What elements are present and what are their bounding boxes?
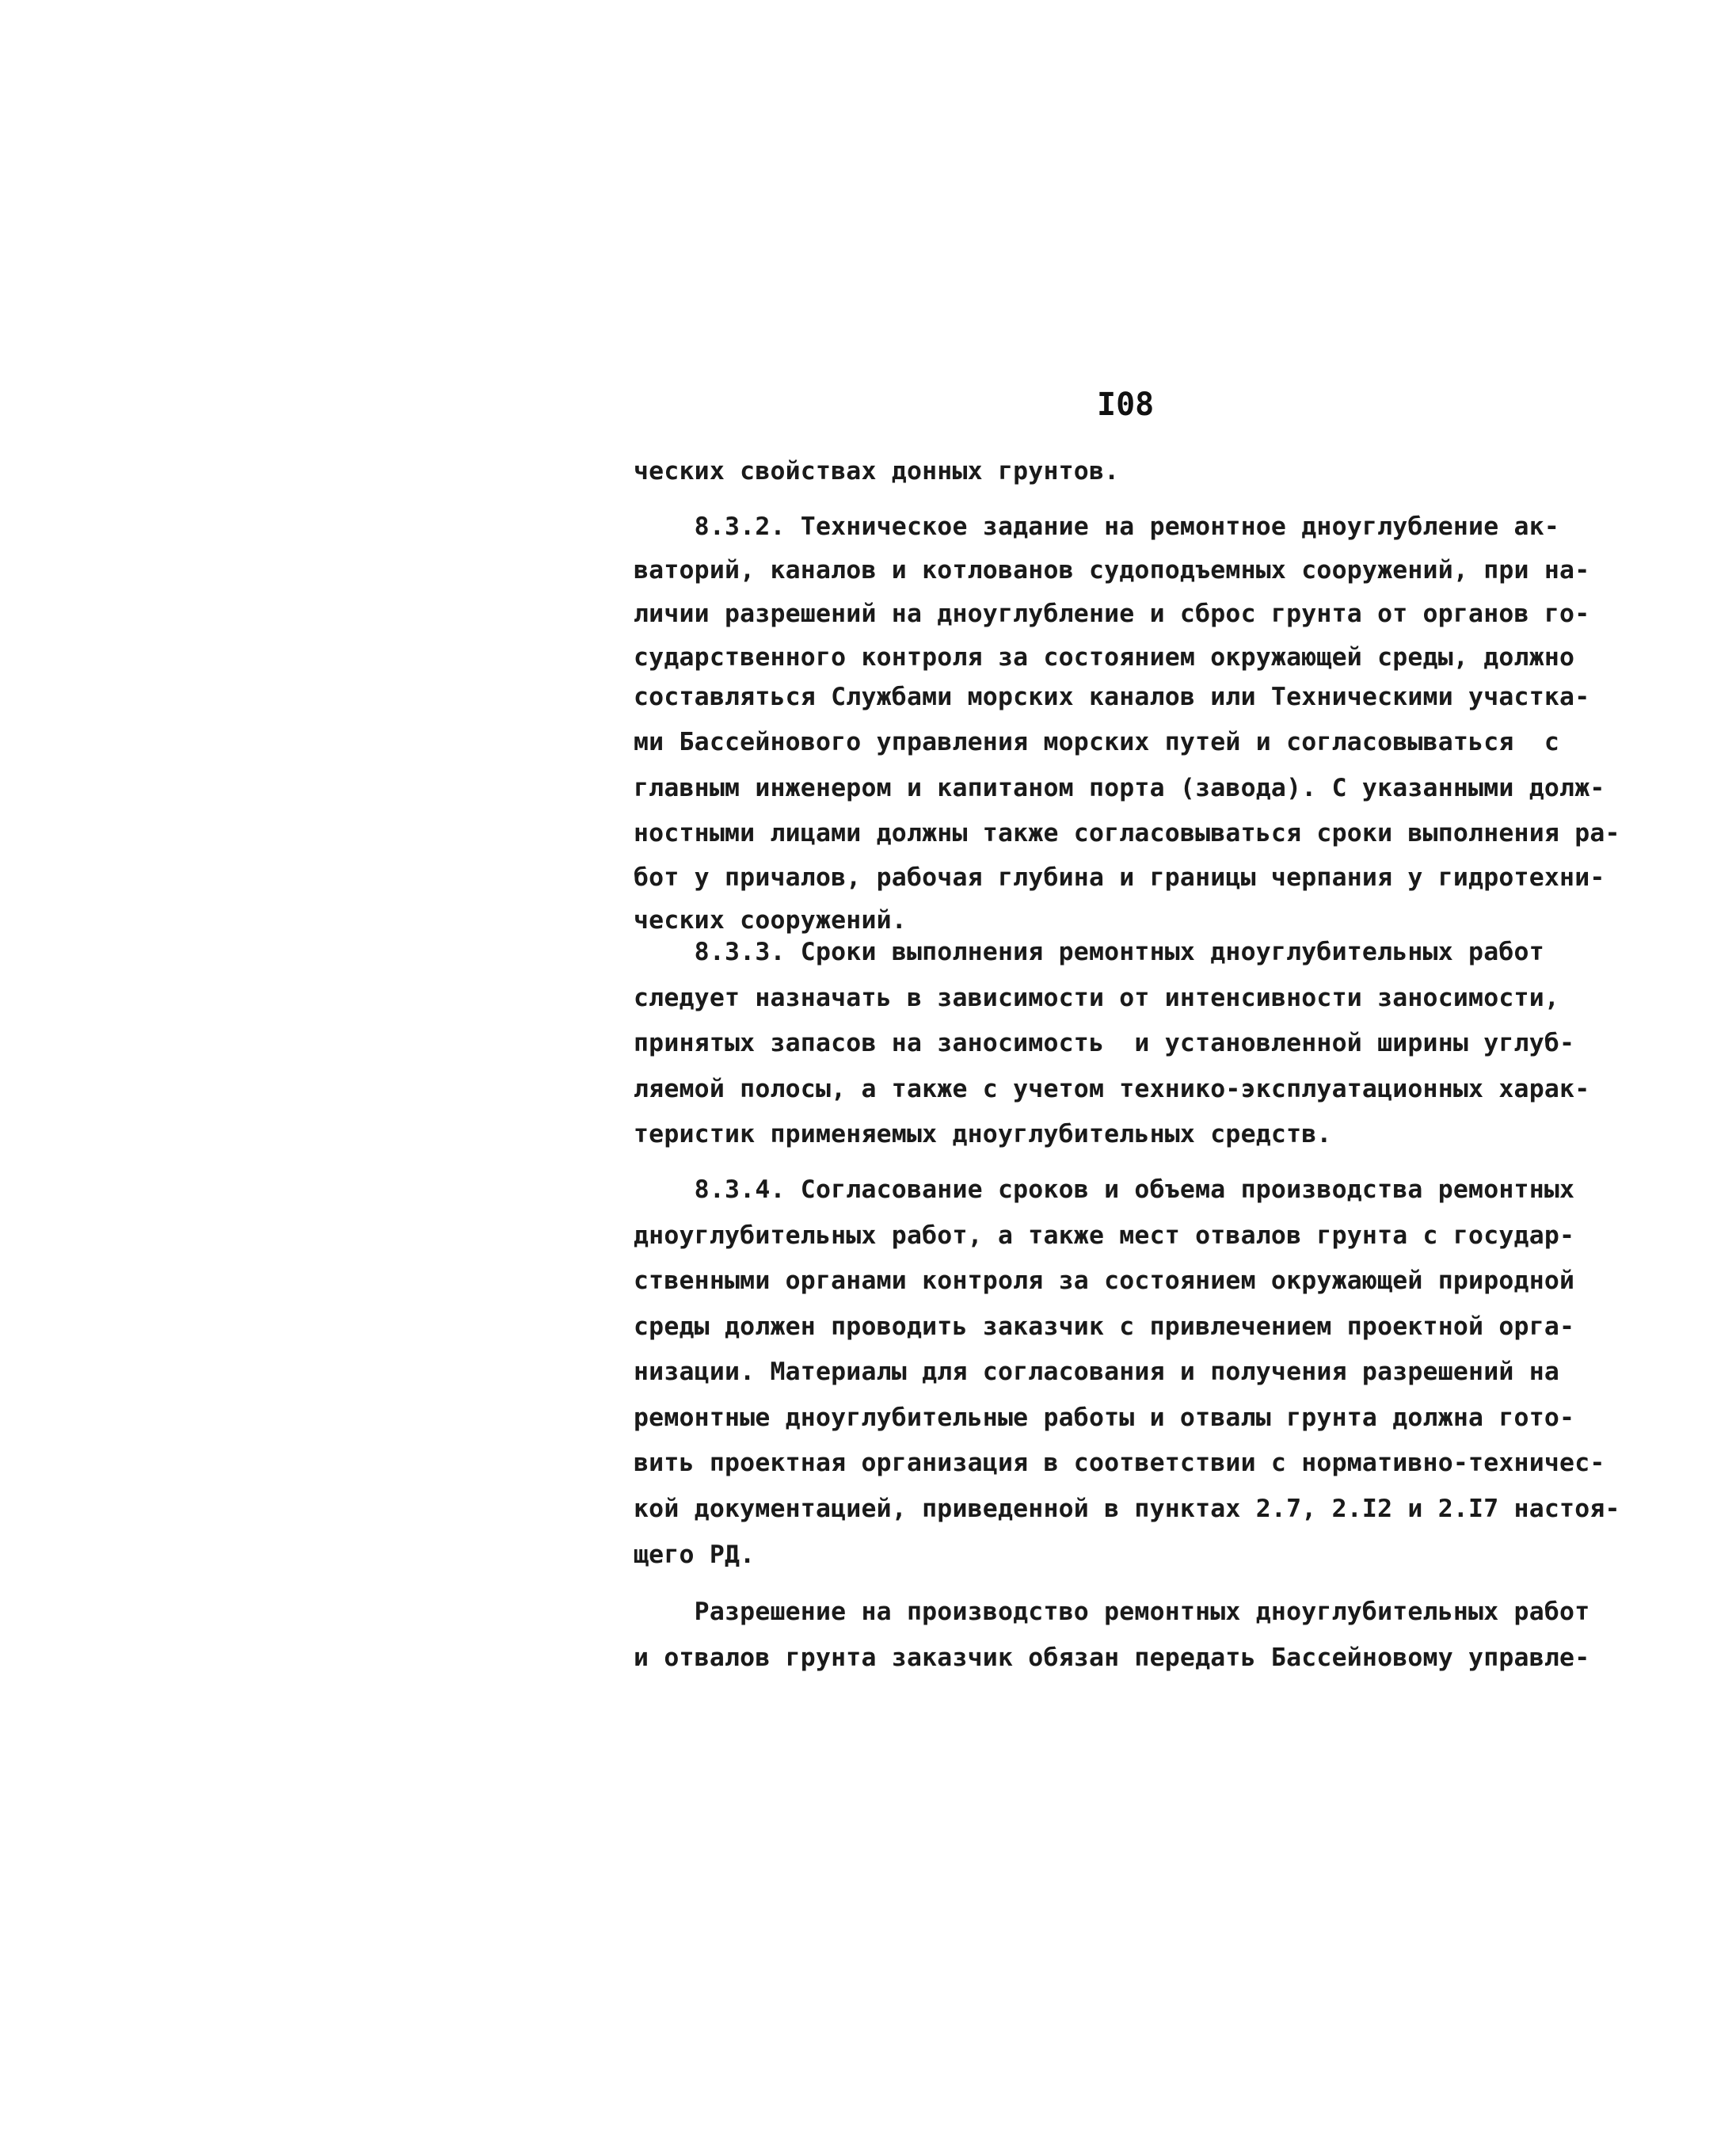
body-line: кой документацией, приведенной в пунктах 2.7, 2.I2 и 2.I7 настоя-: [634, 1495, 1620, 1523]
body-line: ческих сооружений.: [634, 906, 907, 935]
body-line: бот у причалов, рабочая глубина и границы черпания у гидротехни-: [634, 863, 1605, 892]
body-line: 8.3.3. Сроки выполнения ремонтных дноуглубительных работ: [634, 938, 1544, 966]
body-line: и отвалов грунта заказчик обязан передать Бассейновому управле-: [634, 1644, 1590, 1672]
body-line: составляться Службами морских каналов или Техническими участка-: [634, 683, 1590, 711]
body-line: вить проектная организация в соответствии с нормативно-техничес-: [634, 1449, 1605, 1477]
body-line: сударственного контроля за состоянием окружающей среды, должно: [634, 643, 1575, 672]
body-line: 8.3.2. Техническое задание на ремонтное дноуглубление ак-: [634, 512, 1560, 541]
body-line: теристик применяемых дноуглубительных средств.: [634, 1120, 1332, 1148]
body-line: личии разрешений на дноуглубление и сброс грунта от органов го-: [634, 600, 1590, 628]
body-line: главным инженером и капитаном порта (завода). С указанными долж-: [634, 774, 1605, 802]
body-line: следует назначать в зависимости от интенсивности заносимости,: [634, 984, 1560, 1012]
body-line: низации. Материалы для согласования и получения разрешений на: [634, 1358, 1560, 1386]
body-line: ваторий, каналов и котлованов судоподъемных сооружений, при на-: [634, 556, 1590, 585]
body-line: дноуглубительных работ, а также мест отвалов грунта с государ-: [634, 1221, 1575, 1250]
body-line: ческих свойствах донных грунтов.: [634, 457, 1120, 486]
body-line: Разрешение на производство ремонтных дноуглубительных работ: [634, 1598, 1590, 1626]
body-line: ственными органами контроля за состоянием окружающей природной: [634, 1266, 1575, 1295]
body-line: ляемой полосы, а также с учетом технико-эксплуатационных харак-: [634, 1075, 1590, 1103]
body-line: 8.3.4. Согласование сроков и объема производства ремонтных: [634, 1175, 1575, 1204]
body-line: ми Бассейнового управления морских путей и согласовываться с: [634, 728, 1560, 756]
page-number: I08: [1097, 387, 1155, 423]
body-line: щего РД.: [634, 1541, 756, 1569]
body-line: ремонтные дноуглубительные работы и отвалы грунта должна гото-: [634, 1404, 1575, 1432]
body-line: среды должен проводить заказчик с привлечением проектной орга-: [634, 1312, 1575, 1341]
body-line: принятых запасов на заносимость и установленной ширины углуб-: [634, 1029, 1575, 1057]
body-line: ностными лицами должны также согласовываться сроки выполнения ра-: [634, 819, 1620, 847]
